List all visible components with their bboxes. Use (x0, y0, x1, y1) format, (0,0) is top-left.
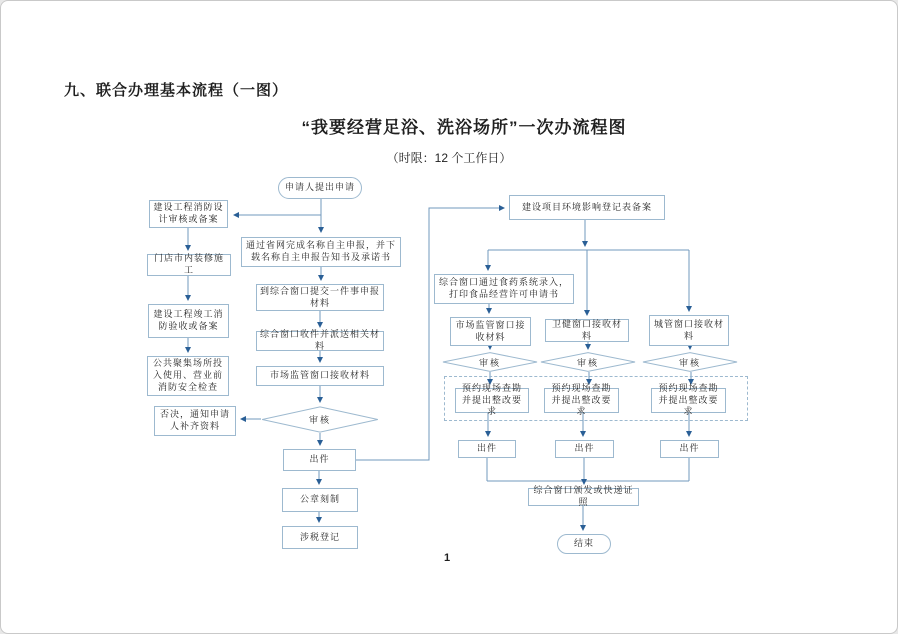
node-food-system-entry: 综合窗口通过食药系统录入，打印食品经营许可申请书 (434, 274, 574, 304)
page-number: 1 (444, 552, 451, 564)
node-review-2 (540, 352, 636, 372)
node-review-1 (442, 352, 538, 372)
node-market-window-right: 市场监管窗口接收材料 (450, 317, 531, 346)
node-name-self-declare: 通过省网完成名称自主申报，并下载名称自主申报告知书及承诺书 (241, 237, 401, 267)
time-limit-note: （时限：12 个工作日） (386, 151, 512, 165)
node-receive-dispatch: 综合窗口收件并派送相关材料 (256, 331, 384, 351)
node-label: 审核 (308, 415, 331, 425)
node-tax-registration: 涉税登记 (282, 526, 358, 549)
node-market-window-mid: 市场监管窗口接收材料 (256, 366, 384, 386)
node-health-window: 卫健窗口接收材料 (545, 319, 629, 342)
node-survey-3: 预约现场查勘并提出整改要求 (651, 388, 726, 413)
node-env-impact-registration: 建设项目环境影响登记表备案 (509, 195, 665, 220)
node-end: 结束 (557, 534, 611, 554)
node-start: 申请人提出申请 (278, 177, 362, 199)
node-review-mid (261, 406, 379, 433)
node-store-renovation: 门店市内装修施工 (147, 254, 231, 276)
node-survey-2: 预约现场查勘并提出整改要求 (544, 388, 619, 413)
node-label: 审核 (478, 357, 501, 368)
node-issue-3: 出件 (660, 440, 719, 458)
node-issue-2: 出件 (555, 440, 614, 458)
node-urban-window: 城管窗口接收材料 (649, 315, 729, 346)
node-label: 审核 (576, 357, 599, 368)
node-review-3 (642, 352, 738, 372)
node-submit-materials: 到综合窗口提交一件事申报材料 (256, 284, 384, 311)
node-fire-design-review: 建设工程消防设计审核或备案 (149, 200, 228, 228)
node-fire-completion-acceptance: 建设工程竣工消防验收或备案 (148, 304, 229, 338)
node-label: 审核 (678, 357, 701, 368)
flowchart-title: “我要经营足浴、洗浴场所”一次办流程图 (301, 118, 627, 137)
section-heading: 九、联合办理基本流程（一图） (64, 82, 289, 99)
node-reject-notify: 否决，通知申请人补齐资料 (154, 406, 236, 436)
node-issue-mid: 出件 (283, 449, 356, 471)
node-issue-1: 出件 (458, 440, 516, 458)
node-license-issue: 综合窗口颁发或快递证照 (528, 488, 639, 506)
node-survey-1: 预约现场查勘并提出整改要求 (455, 388, 529, 413)
node-seal-engraving: 公章刻制 (282, 488, 358, 512)
node-fire-safety-check: 公共聚集场所投入使用、营业前消防安全检查 (147, 356, 229, 396)
